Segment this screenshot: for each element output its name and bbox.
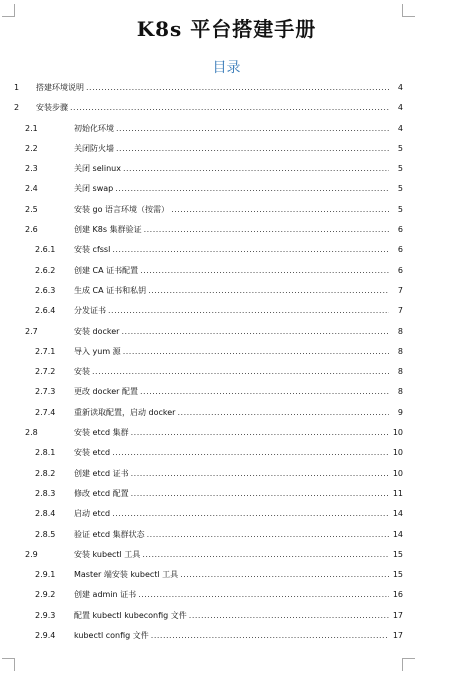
- toc-entry-title: 初始化环境: [74, 123, 114, 133]
- toc-entry-page: 11: [389, 484, 403, 504]
- toc-entry-title: 安装 docker: [74, 326, 120, 336]
- toc-entry-line: [74, 119, 403, 139]
- toc-entry-line: [36, 98, 403, 118]
- toc-entry-line: [74, 159, 403, 179]
- toc-entry[interactable]: [0, 240, 453, 260]
- toc-entry-title: 关闭 selinux: [74, 164, 121, 174]
- toc-entry-number: 2.7: [25, 326, 38, 336]
- toc-entry-number: 2.8.2: [35, 468, 56, 478]
- toc-entry-line: [74, 179, 403, 199]
- toc-dot-leader: [138, 585, 403, 605]
- toc-entry[interactable]: [0, 545, 453, 565]
- toc-entry-line: [74, 342, 403, 362]
- toc-entry-number: 2.9: [25, 549, 38, 559]
- toc-entry-page: 9: [389, 403, 403, 423]
- toc-entry-page: 4: [389, 119, 403, 139]
- toc-entry-line: [74, 423, 403, 443]
- toc-dot-leader: [116, 119, 403, 139]
- toc-entry-number: 2.3: [25, 164, 38, 174]
- toc-entry-number: 2.9.3: [35, 610, 56, 620]
- toc-entry-number: 2.4: [25, 184, 38, 194]
- toc-dot-leader: [148, 281, 403, 301]
- toc-entry[interactable]: [0, 281, 453, 301]
- page-corner-mark: [402, 658, 415, 671]
- toc-entry[interactable]: [0, 179, 453, 199]
- toc-entry-page: 10: [389, 464, 403, 484]
- toc-entry-number: 2.9.4: [35, 631, 56, 641]
- toc-dot-leader: [144, 220, 403, 240]
- toc-entry[interactable]: [0, 98, 453, 118]
- toc-entry[interactable]: [0, 423, 453, 443]
- toc-entry-title: 安装 etcd: [74, 448, 111, 458]
- toc-entry-number: 2.6: [25, 225, 38, 235]
- toc-entry-line: [74, 504, 403, 524]
- toc-entry-number: 2.1: [25, 123, 38, 133]
- toc-entry[interactable]: [0, 220, 453, 240]
- toc-entry[interactable]: [0, 464, 453, 484]
- toc-dot-leader: [108, 301, 403, 321]
- toc-entry-number: 2.6.4: [35, 306, 56, 316]
- toc-entry-title: 创建 CA 证书配置: [74, 265, 139, 275]
- toc-entry-number: 2.7.1: [35, 346, 56, 356]
- toc-entry-page: 5: [389, 159, 403, 179]
- toc-entry-line: [74, 362, 403, 382]
- toc-dot-leader: [112, 504, 403, 524]
- toc-entry-line: [74, 565, 403, 585]
- toc-entry-line: [74, 322, 403, 342]
- toc-entry-title: Master 端安装 kubectl 工具: [74, 570, 179, 580]
- toc-entry-page: 4: [389, 78, 403, 98]
- toc-entry[interactable]: [0, 565, 453, 585]
- toc-entry[interactable]: [0, 362, 453, 382]
- toc-dot-leader: [151, 626, 403, 646]
- toc-entry-number: 2.8: [25, 428, 38, 438]
- toc-entry-page: 6: [389, 240, 403, 260]
- toc-entry[interactable]: [0, 585, 453, 605]
- toc-entry-number: 2.7.3: [35, 387, 56, 397]
- toc-heading: 目录: [212, 60, 241, 76]
- toc-entry-title: 关闭防火墙: [74, 143, 114, 153]
- toc-dot-leader: [142, 545, 403, 565]
- toc-entry-title: 搭建环境说明: [36, 83, 84, 92]
- toc-entry-page: 15: [389, 545, 403, 565]
- toc-entry[interactable]: [0, 139, 453, 159]
- toc-entry-title: 创建 admin 证书: [74, 590, 137, 600]
- toc-entry[interactable]: [0, 159, 453, 179]
- toc-entry-page: 5: [389, 179, 403, 199]
- toc-entry-line: [74, 545, 403, 565]
- toc-entry-line: [74, 240, 403, 260]
- toc-dot-leader: [123, 342, 403, 362]
- toc-entry-number: 2.8.5: [35, 529, 56, 539]
- toc-dot-leader: [112, 443, 403, 463]
- toc-entry-line: [74, 382, 403, 402]
- toc-entry[interactable]: [0, 119, 453, 139]
- toc-entry[interactable]: [0, 200, 453, 220]
- toc-dot-leader: [189, 606, 403, 626]
- toc-dot-leader: [180, 565, 403, 585]
- toc-entry-page: 17: [389, 606, 403, 626]
- toc-entry[interactable]: [0, 443, 453, 463]
- toc-entry-page: 4: [389, 98, 403, 118]
- table-of-contents: [0, 78, 453, 646]
- toc-entry-title: 修改 etcd 配置: [74, 488, 129, 498]
- toc-entry-page: 6: [389, 261, 403, 281]
- toc-entry[interactable]: [0, 342, 453, 362]
- toc-dot-leader: [121, 322, 403, 342]
- document-title: K8s 平台搭建手册: [136, 17, 317, 41]
- toc-entry-line: [74, 261, 403, 281]
- page-corner-mark: [2, 658, 15, 671]
- toc-entry-title: 生成 CA 证书和私钥: [74, 285, 147, 295]
- toc-dot-leader: [140, 261, 403, 281]
- toc-entry-number: 2.9.1: [35, 570, 56, 580]
- toc-entry[interactable]: [0, 504, 453, 524]
- toc-entry-title: 安装 cfssl: [74, 245, 111, 255]
- toc-entry-line: [74, 301, 403, 321]
- toc-entry-line: [74, 443, 403, 463]
- toc-entry-title: 创建 etcd 证书: [74, 468, 129, 478]
- toc-entry-title: 更改 docker 配置: [74, 387, 139, 397]
- toc-entry[interactable]: [0, 322, 453, 342]
- toc-entry-line: [74, 606, 403, 626]
- toc-entry-line: [74, 464, 403, 484]
- toc-entry-title: 配置 kubectl kubeconfig 文件: [74, 610, 187, 620]
- toc-entry-page: 7: [389, 301, 403, 321]
- toc-entry-line: [74, 403, 403, 423]
- toc-entry-number: 2: [14, 103, 20, 113]
- toc-entry[interactable]: [0, 261, 453, 281]
- toc-entry-title: 验证 etcd 集群状态: [74, 529, 145, 539]
- toc-entry-page: 14: [389, 504, 403, 524]
- toc-entry-page: 15: [389, 565, 403, 585]
- toc-entry-page: 8: [389, 382, 403, 402]
- toc-entry-page: 17: [389, 626, 403, 646]
- toc-dot-leader: [177, 403, 403, 423]
- toc-entry-line: [74, 200, 403, 220]
- toc-entry-number: 2.8.4: [35, 509, 56, 519]
- toc-entry-line: [74, 484, 403, 504]
- toc-entry-number: 2.6.1: [35, 245, 56, 255]
- toc-entry[interactable]: [0, 78, 453, 98]
- toc-entry[interactable]: [0, 484, 453, 504]
- toc-dot-leader: [171, 200, 403, 220]
- toc-entry-title: kubectl config 文件: [74, 631, 149, 641]
- toc-entry-page: 8: [389, 322, 403, 342]
- toc-entry-number: 2.2: [25, 143, 38, 153]
- toc-entry-page: 7: [389, 281, 403, 301]
- toc-entry[interactable]: [0, 382, 453, 402]
- toc-entry-number: 1: [14, 83, 20, 92]
- toc-dot-leader: [86, 78, 403, 98]
- toc-entry-number: 2.9.2: [35, 590, 56, 600]
- toc-entry-title: 创建 K8s 集群验证: [74, 225, 142, 235]
- toc-entry-number: 2.7.4: [35, 407, 56, 417]
- toc-entry[interactable]: [0, 626, 453, 646]
- toc-entry-line: [74, 626, 403, 646]
- toc-entry-number: 2.8.3: [35, 488, 56, 498]
- toc-entry-page: 5: [389, 200, 403, 220]
- toc-entry-title: 启动 etcd: [74, 509, 111, 519]
- toc-entry-title: 安装步骤: [36, 103, 68, 113]
- toc-dot-leader: [123, 159, 403, 179]
- toc-dot-leader: [131, 464, 403, 484]
- toc-entry-title: 安装 etcd 集群: [74, 428, 129, 438]
- toc-entry[interactable]: [0, 403, 453, 423]
- toc-entry[interactable]: [0, 606, 453, 626]
- toc-dot-leader: [147, 525, 403, 545]
- toc-dot-leader: [70, 98, 403, 118]
- toc-entry-title: 关闭 swap: [74, 184, 114, 194]
- toc-dot-leader: [112, 240, 403, 260]
- toc-entry-page: 10: [389, 423, 403, 443]
- toc-entry[interactable]: [0, 525, 453, 545]
- toc-dot-leader: [131, 423, 403, 443]
- toc-entry-page: 16: [389, 585, 403, 605]
- toc-entry-number: 2.7.2: [35, 367, 56, 377]
- toc-entry-title: 重新读取配置，启动 docker: [74, 407, 176, 417]
- toc-entry-number: 2.5: [25, 204, 38, 214]
- toc-entry-title: 导入 yum 源: [74, 346, 121, 356]
- toc-entry-number: 2.6.2: [35, 265, 56, 275]
- toc-entry-number: 2.6.3: [35, 285, 56, 295]
- toc-entry-page: 8: [389, 362, 403, 382]
- toc-entry-title: 安装: [74, 367, 90, 377]
- toc-entry-line: [74, 139, 403, 159]
- toc-dot-leader: [92, 362, 403, 382]
- toc-entry-title: 安装 kubectl 工具: [74, 549, 141, 559]
- toc-entry-line: [74, 281, 403, 301]
- toc-entry-title: 安装 go 语言环境（按需）: [74, 204, 170, 214]
- toc-dot-leader: [140, 382, 403, 402]
- toc-dot-leader: [115, 179, 403, 199]
- toc-entry-page: 6: [389, 220, 403, 240]
- toc-entry-page: 14: [389, 525, 403, 545]
- toc-entry-page: 5: [389, 139, 403, 159]
- toc-dot-leader: [131, 484, 403, 504]
- toc-entry[interactable]: [0, 301, 453, 321]
- toc-entry-title: 分发证书: [74, 306, 106, 316]
- toc-entry-page: 8: [389, 342, 403, 362]
- toc-entry-line: [74, 585, 403, 605]
- toc-entry-line: [74, 525, 403, 545]
- toc-entry-number: 2.8.1: [35, 448, 56, 458]
- toc-entry-line: [36, 78, 403, 98]
- toc-entry-page: 10: [389, 443, 403, 463]
- toc-dot-leader: [116, 139, 403, 159]
- toc-entry-line: [74, 220, 403, 240]
